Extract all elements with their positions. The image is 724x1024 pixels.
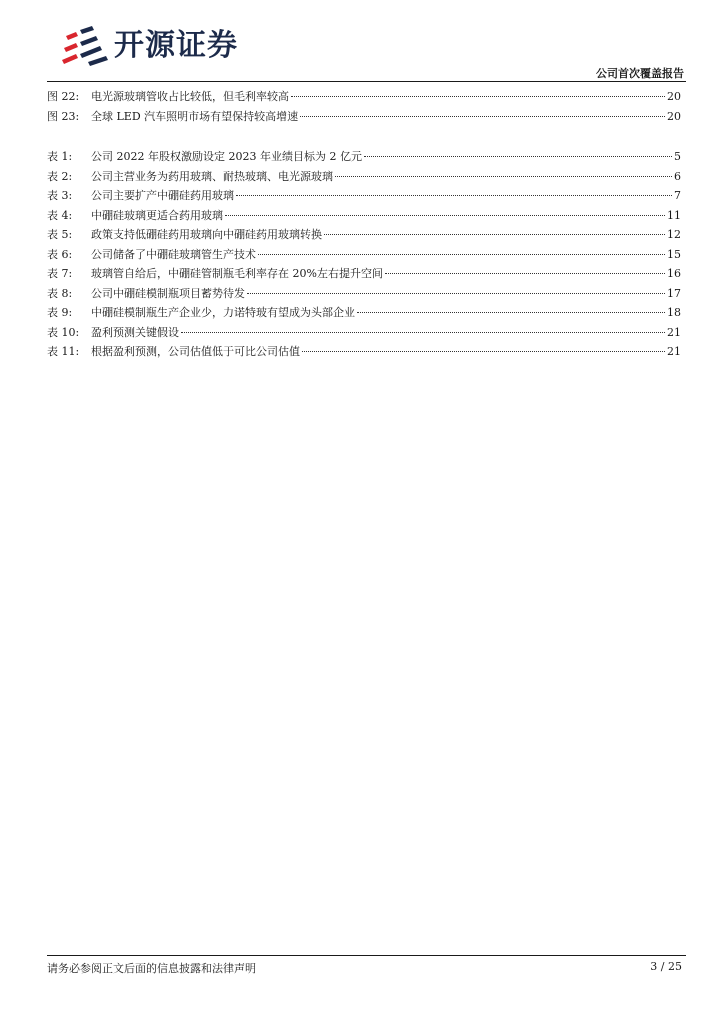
toc-entry-label: 图 22: <box>47 90 80 103</box>
toc-dot-leader <box>236 195 672 196</box>
report-type-label: 公司首次覆盖报告 <box>596 67 684 80</box>
toc-entry[interactable] <box>47 87 681 107</box>
tables-toc-list <box>47 147 681 362</box>
toc-entry-title[interactable]: 公司中硼硅模制瓶项目蓄势待发 <box>91 286 245 300</box>
toc-entry-page[interactable]: 7 <box>674 189 681 202</box>
toc-entry-label: 表 3: <box>47 189 73 202</box>
toc-entry-page[interactable]: 17 <box>667 286 681 300</box>
toc-entry-page[interactable]: 21 <box>667 345 681 358</box>
toc-entry-title[interactable]: 政策支持低硼硅药用玻璃向中硼硅药用玻璃转换 <box>91 228 322 241</box>
toc-entry[interactable] <box>47 303 681 323</box>
toc-entry[interactable] <box>47 186 681 206</box>
toc-entry[interactable] <box>47 342 681 362</box>
header-divider <box>47 81 686 82</box>
toc-dot-leader <box>247 293 665 294</box>
toc-dot-leader <box>324 234 665 235</box>
toc-entry-title[interactable]: 公司主要扩产中硼硅药用玻璃 <box>91 189 234 202</box>
company-logo <box>62 26 238 66</box>
logo-mark-icon <box>62 26 108 66</box>
toc-entry[interactable] <box>47 284 681 304</box>
toc-dot-leader <box>302 351 665 352</box>
toc-entry-title[interactable]: 中硼硅模制瓶生产企业少，力诺特玻有望成为头部企业 <box>91 306 355 319</box>
toc-entry-label: 表 11: <box>47 345 80 358</box>
footer-disclaimer: 请务必参阅正文后面的信息披露和法律声明 <box>47 962 256 975</box>
toc-entry-page[interactable]: 20 <box>667 109 681 123</box>
toc-entry[interactable] <box>47 245 681 265</box>
toc-entry[interactable] <box>47 167 681 187</box>
toc-entry-page[interactable]: 6 <box>674 169 681 183</box>
toc-entry-page[interactable]: 15 <box>667 247 681 261</box>
toc-entry[interactable] <box>47 206 681 226</box>
footer-divider <box>47 955 686 956</box>
toc-dot-leader <box>357 312 665 313</box>
toc-entry-title[interactable]: 公司主营业务为药用玻璃、耐热玻璃、电光源玻璃 <box>91 169 333 183</box>
toc-entry-page[interactable]: 20 <box>667 90 681 103</box>
toc-entry-title[interactable]: 全球 LED 汽车照明市场有望保持较高增速 <box>91 109 299 123</box>
toc-entry-label: 表 2: <box>47 169 73 183</box>
toc-entry-page[interactable]: 12 <box>667 228 681 241</box>
toc-dot-leader <box>385 273 665 274</box>
toc-entry[interactable] <box>47 323 681 343</box>
toc-entry-page[interactable]: 21 <box>667 325 681 339</box>
toc-dot-leader <box>364 156 672 157</box>
page-number: 3 / 25 <box>650 960 682 973</box>
toc-dot-leader <box>258 254 665 255</box>
toc-dot-leader <box>300 116 665 117</box>
toc-entry-title[interactable]: 根据盈利预测，公司估值低于可比公司估值 <box>91 345 300 358</box>
toc-entry-label: 表 6: <box>47 247 73 261</box>
logo-text: 开源证券 <box>114 28 238 63</box>
toc-entry[interactable] <box>47 147 681 167</box>
toc-entry-title[interactable]: 玻璃管自给后，中硼硅管制瓶毛利率存在 20%左右提升空间 <box>91 267 383 280</box>
toc-entry-page[interactable]: 11 <box>667 208 681 222</box>
toc-dot-leader <box>291 96 665 97</box>
toc-entry-title[interactable]: 公司储备了中硼硅玻璃管生产技术 <box>91 247 256 261</box>
toc-entry-title[interactable]: 电光源玻璃管收占比较低，但毛利率较高 <box>91 90 289 103</box>
toc-entry-title[interactable]: 中硼硅玻璃更适合药用玻璃 <box>91 208 223 222</box>
toc-entry[interactable] <box>47 264 681 284</box>
toc-entry-label: 表 7: <box>47 267 73 280</box>
toc-entry-page[interactable]: 18 <box>667 306 681 319</box>
toc-entry-label: 表 1: <box>47 150 73 163</box>
toc-dot-leader <box>181 332 665 333</box>
toc-entry-title[interactable]: 盈利预测关键假设 <box>91 325 179 339</box>
toc-entry[interactable] <box>47 107 681 127</box>
toc-entry-label: 表 9: <box>47 306 73 319</box>
toc-dot-leader <box>225 215 665 216</box>
toc-entry-label: 表 8: <box>47 286 73 300</box>
toc-entry-label: 表 5: <box>47 228 73 241</box>
toc-entry-page[interactable]: 5 <box>674 150 681 163</box>
toc-entry-title[interactable]: 公司 2022 年股权激励设定 2023 年业绩目标为 2 亿元 <box>91 150 362 163</box>
toc-entry[interactable] <box>47 225 681 245</box>
toc-entry-label: 表 10: <box>47 325 80 339</box>
toc-dot-leader <box>335 176 672 177</box>
toc-entry-page[interactable]: 16 <box>667 267 681 280</box>
figures-toc-list <box>47 87 681 126</box>
toc-entry-label: 图 23: <box>47 109 80 123</box>
toc-entry-label: 表 4: <box>47 208 73 222</box>
